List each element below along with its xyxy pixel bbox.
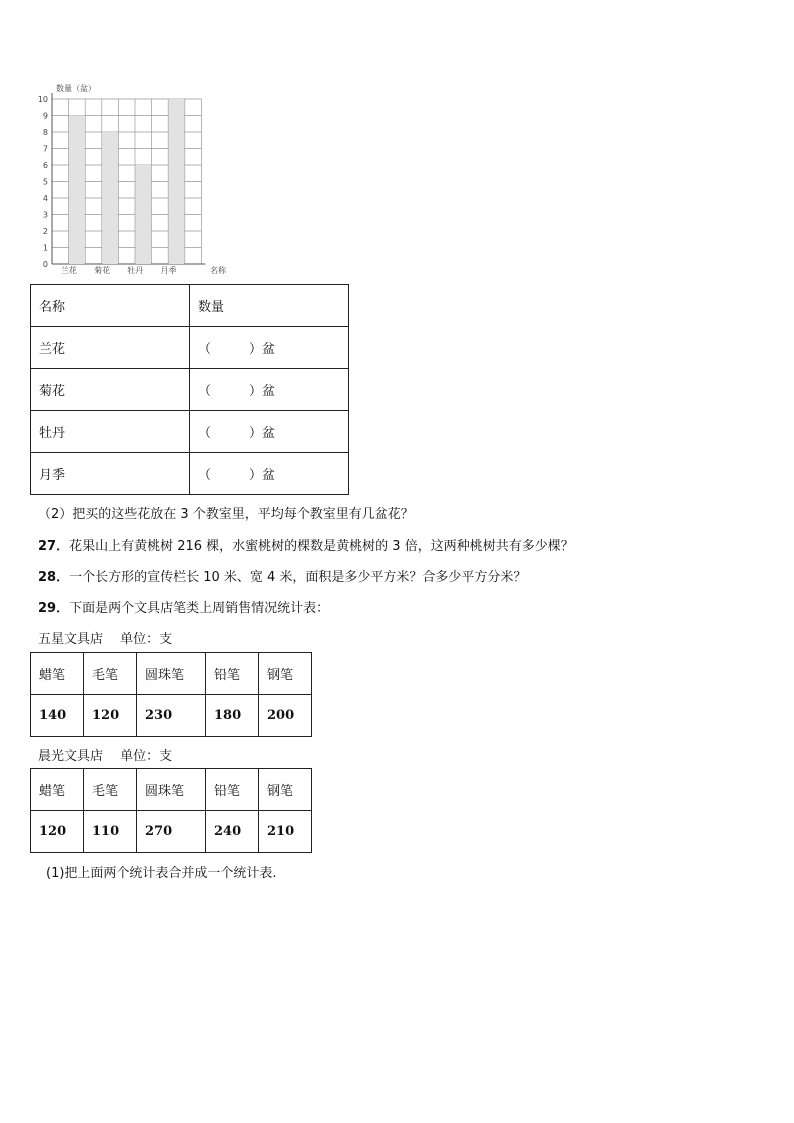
- header-cell: 毛笔: [84, 653, 137, 695]
- flower-count-table: [30, 284, 349, 495]
- value-cell: 140: [31, 695, 84, 737]
- flower-name: 兰花: [31, 327, 190, 369]
- question-text: 一个长方形的宣传栏长 10 米、宽 4 米，面积是多少平方米？合多少平方分米？: [69, 570, 527, 585]
- flower-count-blank: [190, 369, 349, 411]
- close-paren-unit: ）盆: [249, 384, 276, 399]
- question-number: 28．: [38, 570, 70, 585]
- value-cell: 270: [137, 811, 206, 853]
- table-row: [31, 811, 312, 853]
- value-cell: 120: [84, 695, 137, 737]
- table-row: [31, 695, 312, 737]
- x-tick-label: 菊花: [94, 266, 111, 275]
- x-tick-labels: [61, 265, 177, 275]
- shop1-caption: 五星文具店 单位：支: [38, 632, 173, 647]
- header-cell: 钢笔: [259, 769, 312, 811]
- value-cell: 110: [84, 811, 137, 853]
- question-text: 下面是两个文具店笔类上周销售情况统计表：: [69, 601, 330, 616]
- header-count: 数量: [190, 285, 349, 327]
- question-28: [38, 566, 526, 585]
- value-cell: 230: [137, 695, 206, 737]
- y-tick-labels: [38, 95, 48, 269]
- table-row: [31, 327, 349, 369]
- y-tick-label: 10: [37, 95, 48, 104]
- value-cell: 210: [259, 811, 312, 853]
- bar: [136, 165, 152, 264]
- y-tick-label: 5: [42, 177, 48, 187]
- open-paren: （: [198, 468, 212, 483]
- shop1-sales-table: [30, 652, 312, 737]
- question-number: 29．: [38, 601, 70, 616]
- table-row: [31, 453, 349, 495]
- y-tick-label: 1: [42, 243, 48, 253]
- header-cell: 圆珠笔: [137, 769, 206, 811]
- value-cell: 200: [259, 695, 312, 737]
- y-tick-label: 2: [42, 227, 48, 236]
- open-paren: （: [198, 342, 212, 357]
- open-paren: （: [198, 426, 212, 441]
- flower-count-blank: [190, 411, 349, 453]
- table-row: [31, 411, 349, 453]
- y-tick-label: 6: [42, 161, 48, 170]
- value-cell: 180: [206, 695, 259, 737]
- bar: [169, 99, 185, 264]
- value-cell: 120: [31, 811, 84, 853]
- close-paren-unit: ）盆: [249, 426, 276, 441]
- x-axis-label: 名称: [210, 266, 226, 275]
- table-header-row: [31, 769, 312, 811]
- open-paren: （: [198, 384, 212, 399]
- x-tick-label: 兰花: [60, 266, 77, 275]
- y-tick-label: 8: [42, 128, 48, 137]
- flower-name: 牡丹: [31, 411, 190, 453]
- question-26-part-2: （2）把买的这些花放在 3 个教室里，平均每个教室里有几盆花？: [38, 507, 414, 522]
- y-axis-label: 数量（盆）: [56, 84, 96, 93]
- question-29-part-1: (1)把上面两个统计表合并成一个统计表.: [46, 866, 277, 881]
- table-row: [31, 369, 349, 411]
- shop2-sales-table: [30, 768, 312, 853]
- header-cell: 铅笔: [206, 769, 259, 811]
- bar: [69, 116, 85, 265]
- bar: [102, 132, 118, 264]
- header-cell: 毛笔: [84, 769, 137, 811]
- header-cell: 蜡笔: [31, 769, 84, 811]
- header-cell: 蜡笔: [31, 653, 84, 695]
- close-paren-unit: ）盆: [249, 468, 276, 483]
- y-tick-label: 4: [42, 194, 48, 203]
- y-tick-label: 0: [42, 260, 48, 269]
- value-cell: 240: [206, 811, 259, 853]
- question-29: [38, 597, 329, 616]
- flower-name: 月季: [31, 453, 190, 495]
- close-paren-unit: ）盆: [249, 342, 276, 357]
- flower-bar-chart: [30, 78, 250, 278]
- flower-count-blank: [190, 453, 349, 495]
- header-cell: 钢笔: [259, 653, 312, 695]
- flower-name: 菊花: [31, 369, 190, 411]
- question-27: [38, 535, 574, 554]
- x-tick-label: 月季: [160, 266, 177, 275]
- table-header-row: [31, 285, 349, 327]
- question-number: 27．: [38, 539, 70, 554]
- y-tick-label: 9: [42, 111, 48, 121]
- y-tick-label: 3: [42, 210, 48, 220]
- header-cell: 铅笔: [206, 653, 259, 695]
- question-text: 花果山上有黄桃树 216 棵，水蜜桃树的棵数是黄桃树的 3 倍，这两种桃树共有多少棵？: [69, 539, 574, 554]
- table-header-row: [31, 653, 312, 695]
- shop2-caption: 晨光文具店 单位：支: [38, 749, 173, 764]
- flower-count-blank: [190, 327, 349, 369]
- y-tick-label: 7: [42, 144, 48, 154]
- header-name: 名称: [31, 285, 190, 327]
- x-tick-label: 牡丹: [127, 266, 144, 275]
- header-cell: 圆珠笔: [137, 653, 206, 695]
